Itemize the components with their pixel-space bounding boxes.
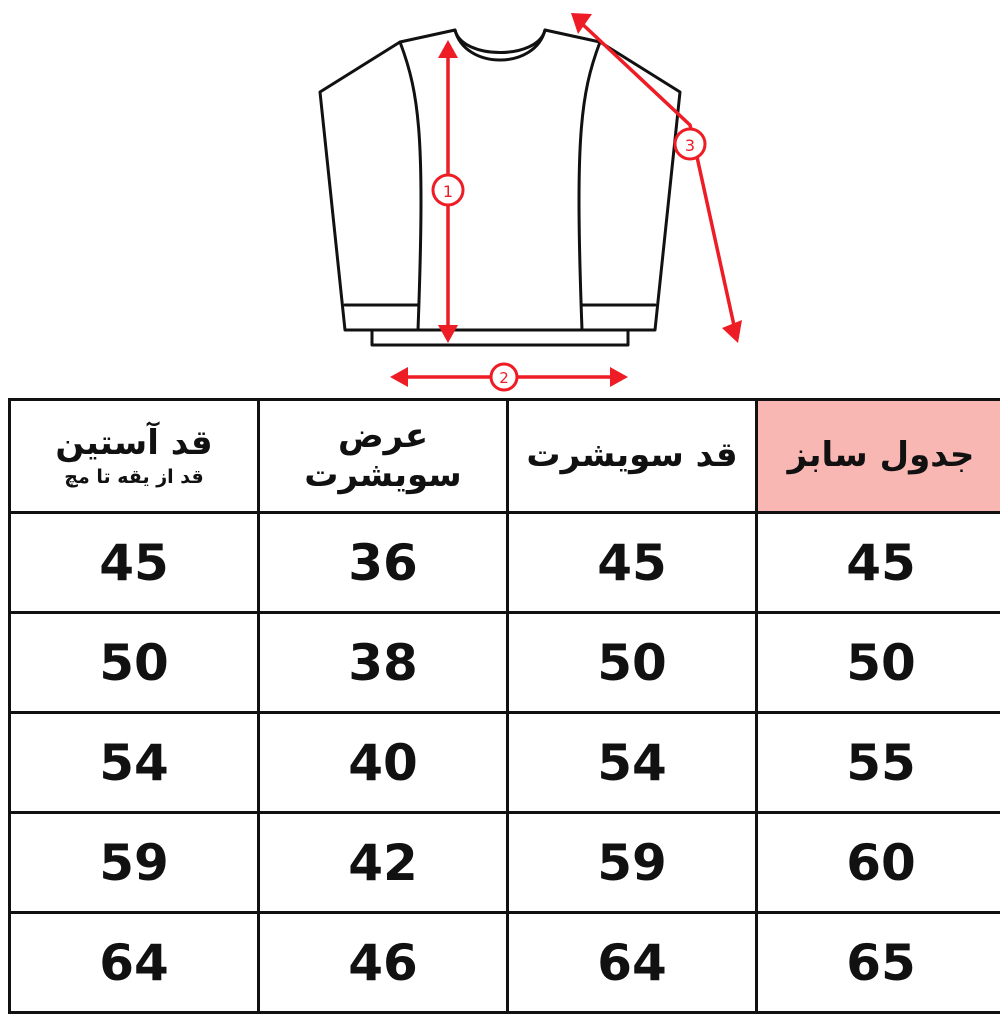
cell-size: 60: [757, 813, 1000, 913]
cell-body-width: 40: [259, 713, 508, 813]
header-body-length-label: قد سویشرت: [526, 435, 737, 475]
sweatshirt-illustration: [0, 0, 1000, 400]
table-header-row: [10, 400, 1000, 513]
cell-size: 55: [757, 713, 1000, 813]
cell-size: 65: [757, 913, 1000, 1013]
cell-body-length: 59: [508, 813, 757, 913]
size-table: [8, 398, 1000, 1014]
size-table-container: [8, 398, 992, 1014]
table-row: [10, 913, 1000, 1013]
header-size-label: جدول سابز: [788, 435, 975, 475]
sweatshirt-diagram: [0, 0, 1000, 400]
marker-3-label: 3: [685, 136, 695, 155]
marker-1-label: 1: [443, 182, 453, 201]
cell-size: 45: [757, 513, 1000, 613]
cell-sleeve-length: 50: [10, 613, 259, 713]
cell-body-width: 42: [259, 813, 508, 913]
table-row: [10, 613, 1000, 713]
cell-sleeve-length: 54: [10, 713, 259, 813]
header-body-length: [508, 400, 757, 513]
cell-body-width: 36: [259, 513, 508, 613]
marker-2-label: 2: [499, 369, 509, 387]
table-row: [10, 513, 1000, 613]
table-row: [10, 713, 1000, 813]
cell-body-width: 46: [259, 913, 508, 1013]
table-row: [10, 813, 1000, 913]
cell-sleeve-length: 45: [10, 513, 259, 613]
header-body-width: [259, 400, 508, 513]
cell-size: 50: [757, 613, 1000, 713]
header-body-width-label: عرض سویشرت: [304, 416, 461, 495]
cell-body-length: 45: [508, 513, 757, 613]
header-sleeve-length-label: قد آستین: [55, 423, 212, 463]
header-size: [757, 400, 1000, 513]
cell-body-length: 54: [508, 713, 757, 813]
cell-sleeve-length: 64: [10, 913, 259, 1013]
header-sleeve-length: [10, 400, 259, 513]
header-sleeve-length-sublabel: قد از یقه تا مچ: [11, 467, 257, 489]
cell-sleeve-length: 59: [10, 813, 259, 913]
cell-body-width: 38: [259, 613, 508, 713]
cell-body-length: 50: [508, 613, 757, 713]
cell-body-length: 64: [508, 913, 757, 1013]
